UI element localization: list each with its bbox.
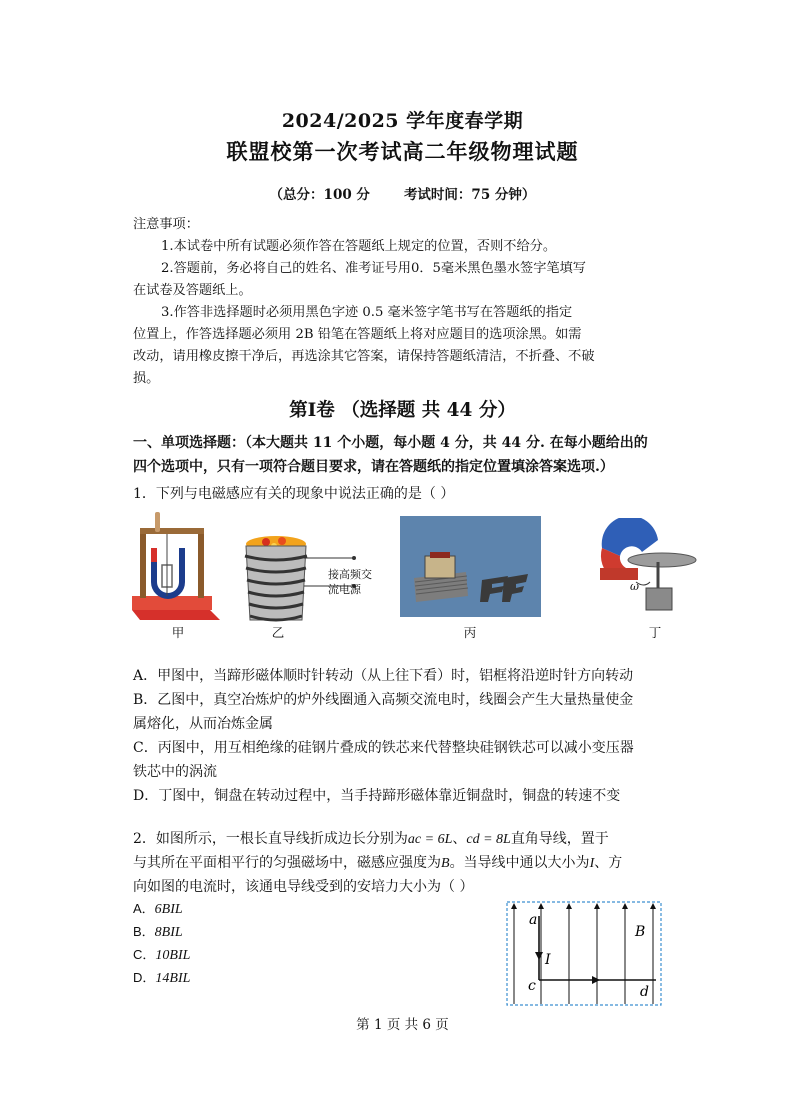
- exam-meta: [0, 183, 805, 203]
- magnet-lower-arm-shape: [600, 568, 638, 580]
- point-a-label: a: [529, 912, 538, 928]
- notes-title: 注意事项：: [133, 217, 199, 232]
- magnet-pole-s-shape: [179, 548, 185, 562]
- notes-item-3: 3.作答非选择题时必须用黑色字迹 0.5 毫米签字笔书写在答题纸的指定: [161, 305, 573, 320]
- q2-stem-line-3: 向如图的电流时，该通电导线受到的安培力大小为（ ）: [133, 879, 474, 895]
- total-score: （总分：100 分: [269, 187, 370, 203]
- q1-stem: 1．下列与电磁感应有关的现象中说法正确的是（ ）: [133, 486, 455, 502]
- exam-term-title: 2024/2025 学年度春学期: [281, 110, 524, 132]
- section-instructions-2: 四个选项中，只有一项符合题目要求，请在答题纸的指定位置填涂答案选项.）: [133, 459, 614, 475]
- exam-title: 联盟校第一次考试高二年级物理试题: [226, 139, 579, 164]
- q1-figure-label-bing: 丙: [463, 625, 477, 640]
- q2-cd-expr: cd = 8L: [466, 832, 511, 847]
- stand-left-post-shape: [140, 528, 146, 598]
- q1-figure-label-jia: 甲: [171, 625, 185, 640]
- q1-option-c: C．丙图中，用互相绝缘的硅钢片叠成的铁芯来代替整块硅钢铁芯可以减小变压器: [133, 740, 634, 756]
- q1-figure-bing: [400, 516, 541, 617]
- notes-item-3-cont-2: 改动，请用橡皮擦干净后，再选涂其它答案，请保持答题纸清洁，不折叠、不破: [133, 349, 595, 364]
- stand-right-post-shape: [198, 528, 204, 598]
- copper-disk-shape: [628, 553, 696, 567]
- point-d-label: d: [640, 984, 649, 1000]
- current-i-label: I: [545, 952, 551, 968]
- q2-option-b: B．8BIL: [133, 924, 183, 940]
- q1-figure-label-yi: 乙: [271, 625, 285, 640]
- notes-item-3-cont-3: 损。: [133, 371, 160, 386]
- silicon-sheet-f-shape: [502, 574, 528, 602]
- q2-stem-line-1: 2．如图所示，一根长直导线折成边长分别为ac = 6L、cd = 8L直角导线，置于: [133, 831, 609, 847]
- notes-item-3-cont-1: 位置上，作答选择题必须用 2B 铅笔在答题纸上将对应题目的选项涂黑。如需: [133, 327, 582, 342]
- q1-figure-jia: [130, 510, 225, 625]
- q1-option-c-cont: 铁芯中的涡流: [133, 764, 217, 780]
- q1-option-b-cont: 属熔化，从而冶炼金属: [133, 716, 273, 732]
- notes-item-2-cont: 在试卷及答题纸上。: [133, 283, 252, 298]
- exam-time: 考试时间：75 分钟）: [403, 187, 536, 203]
- stand-top-bar-shape: [140, 528, 204, 534]
- section-instructions-1: 一、单项选择题：（本大题共 11 个小题，每小题 4 分，共 44 分. 在每小题给出的: [133, 435, 648, 451]
- omega-label: ω: [630, 580, 639, 593]
- q2-ac-expr: ac = 6L: [407, 832, 453, 847]
- q1-option-d: D．丁图中，铜盘在转动过程中，当手持蹄形磁体靠近铜盘时，铜盘的转速不变: [133, 788, 621, 804]
- q1-option-a: A．甲图中，当蹄形磁体顺时针转动（从上往下看）时，铝框将沿逆时针方向转动: [133, 668, 634, 684]
- magnet-pole-n-shape: [151, 548, 157, 562]
- q2-option-d: D．14BIL: [133, 970, 191, 986]
- q2-option-a: A．6BIL: [133, 901, 183, 917]
- current-arrow-down: [535, 952, 543, 960]
- handle-shape: [155, 512, 160, 532]
- magnet-blue-half-shape: [602, 518, 658, 556]
- q2-option-c: C．10BIL: [133, 947, 191, 963]
- current-arrow-right: [592, 976, 600, 984]
- q1-figure-label-ding: 丁: [648, 625, 662, 640]
- section-heading: 第Ⅰ卷 （选择题 共 44 分）: [289, 400, 516, 421]
- coil-power-label: 接高频交 流电源: [328, 569, 372, 596]
- page-number: 第 1 页 共 6 页: [356, 1017, 449, 1033]
- transformer-coil-shape: [425, 556, 455, 578]
- notes-item-1: 1.本试卷中所有试题必须作答在答题纸上规定的位置，否则不给分。: [161, 239, 557, 254]
- field-b-label: B: [635, 924, 646, 940]
- q1-figure-ding: [592, 518, 702, 620]
- notes-item-2: 2.答题前，务必将自己的姓名、准考证号用0．5毫米黑色墨水签字笔填写: [161, 261, 586, 276]
- point-c-label: c: [528, 978, 536, 994]
- wooden-base-shape: [132, 610, 220, 620]
- q2-figure: [504, 900, 664, 1008]
- horseshoe-magnet-shape: [154, 550, 182, 596]
- disk-stand-shape: [646, 588, 672, 610]
- q1-option-b: B．乙图中，真空冶炼炉的炉外线圈通入高频交流电时，线圈会产生大量热量使金: [133, 692, 634, 708]
- q2-stem-line-2: 与其所在平面相平行的匀强磁场中，磁感应强度为B。当导线中通以大小为I、方: [133, 855, 623, 871]
